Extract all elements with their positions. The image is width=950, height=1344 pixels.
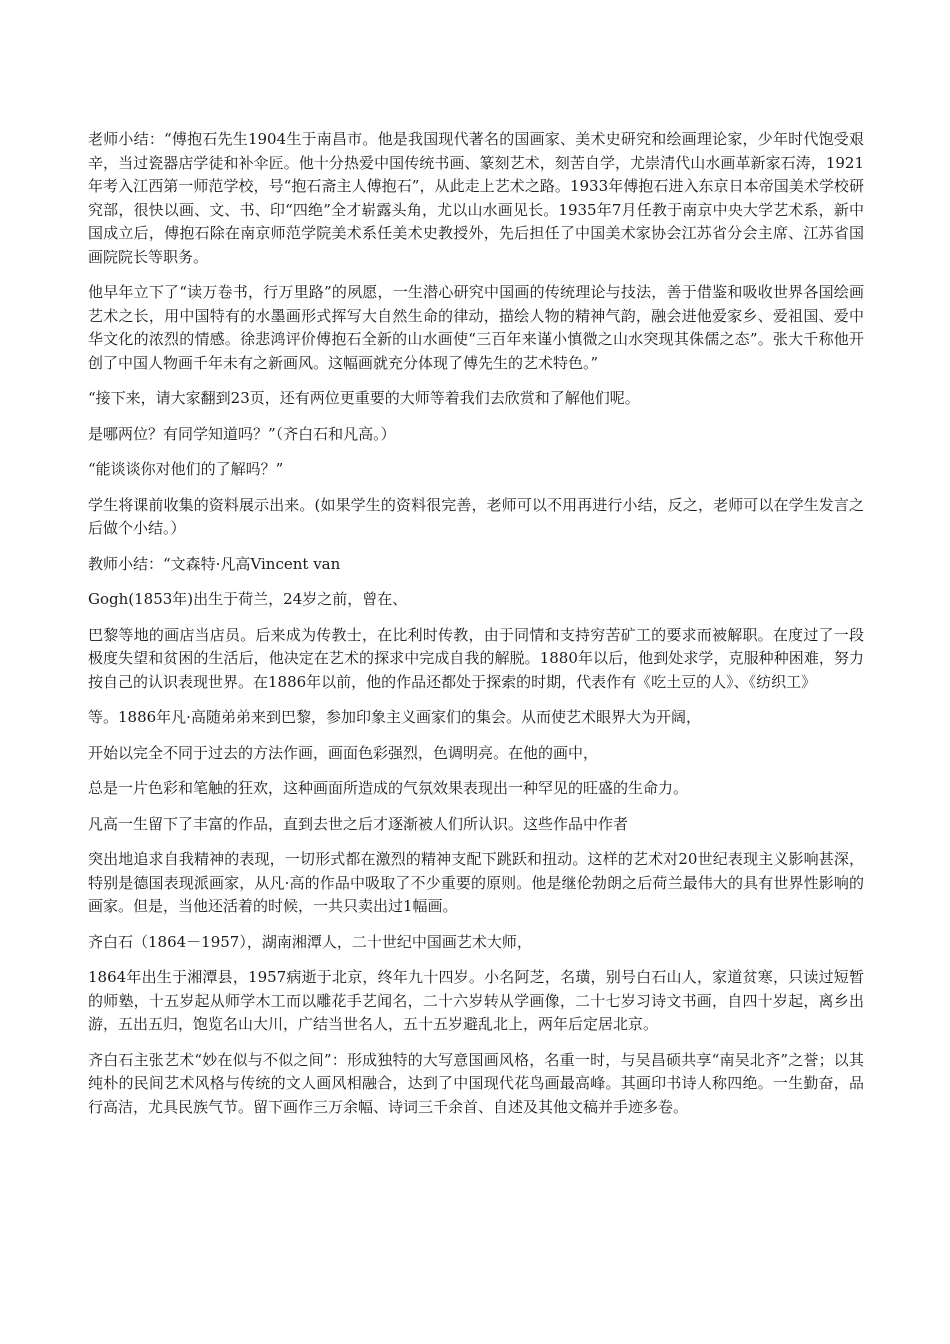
paragraph-van-gogh-early-life: 巴黎等地的画店当店员。后来成为传教士，在比利时传教，由于同情和支持穷苦矿工的要求而被解职。在度过了一段极度失望和贫困的生活后，他决定在艺术的探求中完成自我的解脱。1880年以后，他到处求学，克服种种困难，努力按自己的认识表现世界。在1886年以前，他的作品还都处于探索的时期，代表作有《吃土豆的人》、《纺织工》 [88,625,864,691]
paragraph-qi-baishi-intro: 齐白石（1864－1957），湖南湘潭人，二十世纪中国画艺术大师， [88,932,532,951]
paragraph-students-present: 学生将课前收集的资料展示出来。(如果学生的资料很完善，老师可以不用再进行小结，反之，老师可以在学生发言之后做个小结。） [88,495,864,537]
paragraph-van-gogh-new-method: 开始以完全不同于过去的方法作画，画面色彩强烈，色调明亮。在他的画中， [88,743,599,762]
paragraph-van-gogh-influence: 突出地追求自我精神的表现，一切形式都在激烈的精神支配下跳跃和扭动。这样的艺术对20世纪表现主义影响甚深，特别是德国表现派画家，从凡·高的作品中吸取了不少重要的原则。他是继伦勃朗之后荷兰最伟大的具有世界性影响的画家。但是，当他还活着的时候，一共只卖出过1幅画。 [88,850,864,915]
paragraph-van-gogh-works: 凡高一生留下了丰富的作品，直到去世之后才逐渐被人们所认识。这些作品中作者 [88,814,629,833]
paragraph-qi-baishi-art: 齐白石主张艺术“妙在似与不似之间”：形成独特的大写意国画风格，名重一时，与吴昌硕共享“南吴北齐”之誉；以其纯朴的民间艺术风格与传统的文人画风相融合，达到了中国现代花鸟画最高峰。其画印书诗人称四绝。一生勤奋，品行高洁，尤具民族气节。留下画作三万余幅、诗词三千余首、自述及其他文稿并手迹多卷。 [88,1050,864,1116]
paragraph-van-gogh-color: 总是一片色彩和笔触的狂欢，这种画面所造成的气氛效果表现出一种罕见的旺盛的生命力。 [88,779,689,797]
paragraph-fu-baoshi-bio: 老师小结：“傅抱石先生1904生于南昌市。他是我国现代著名的国画家、美术史研究和绘画理论家，少年时代饱受艰辛，当过瓷器店学徒和补伞匠。他十分热爱中国传统书画、篆刻艺术，刻苦自学，尤崇清代山水画革新家石涛，1921年考入江西第一师范学校，号“抱石斋主人傅抱石”，从此走上艺术之路。1933年傅抱石进入东京日本帝国美术学校研究部，很快以画、文、书、印“四绝”全才崭露头角，尤以山水画见长。1935年7月任教于南京中央大学艺术系，新中国成立后，傅抱石除在南京师范学院美术系任美术史教授外，先后担任了中国美术家协会江苏省分会主席、江苏省国画院院长等职务。 [88,130,864,266]
paragraph-van-gogh-paris: 等。1886年凡·高随弟弟来到巴黎，参加印象主义画家们的集会。从而使艺术眼界大为开阔， [88,708,701,726]
document-body [88,128,864,1131]
paragraph-fu-baoshi-art: 他早年立下了“读万卷书，行万里路”的夙愿，一生潜心研究中国画的传统理论与技法，善于借鉴和吸收世界各国绘画艺术之长，用中国特有的水墨画形式挥写大自然生命的律动，描绘人物的精神气韵，融会进他爱家乡、爱祖国、爱中华文化的浓烈的情感。徐悲鸿评价傅抱石全新的山水画使“三百年来谨小慎微之山水突现其侏儒之态”。张大千称他开创了中国人物画千年未有之新画风。这幅画就充分体现了傅先生的艺术特色。” [88,283,864,372]
paragraph-turn-to-page: “接下来，请大家翻到23页，还有两位更重要的大师等着我们去欣赏和了解他们呢。 [88,389,640,407]
paragraph-ask-students: “能谈谈你对他们的了解吗？” [88,460,284,478]
paragraph-which-two: 是哪两位？有同学知道吗？”（齐白石和凡高。） [88,424,396,443]
paragraph-van-gogh-birth: Gogh(1853年)出生于荷兰，24岁之前，曾在、 [88,590,408,608]
paragraph-van-gogh-intro: 教师小结：“文森特·凡高Vincent van [88,554,341,573]
paragraph-qi-baishi-life: 1864年出生于湘潭县，1957病逝于北京，终年九十四岁。小名阿芝，名璜，别号白石山人，家道贫寒，只读过短暂的师塾，十五岁起从师学木工而以雕花手艺闻名，二十六岁转从学画像，二十七岁习诗文书画，自四十岁起，离乡出游，五出五归，饱览名山大川，广结当世名人，五十五岁避乱北上，两年后定居北京。 [88,968,864,1033]
